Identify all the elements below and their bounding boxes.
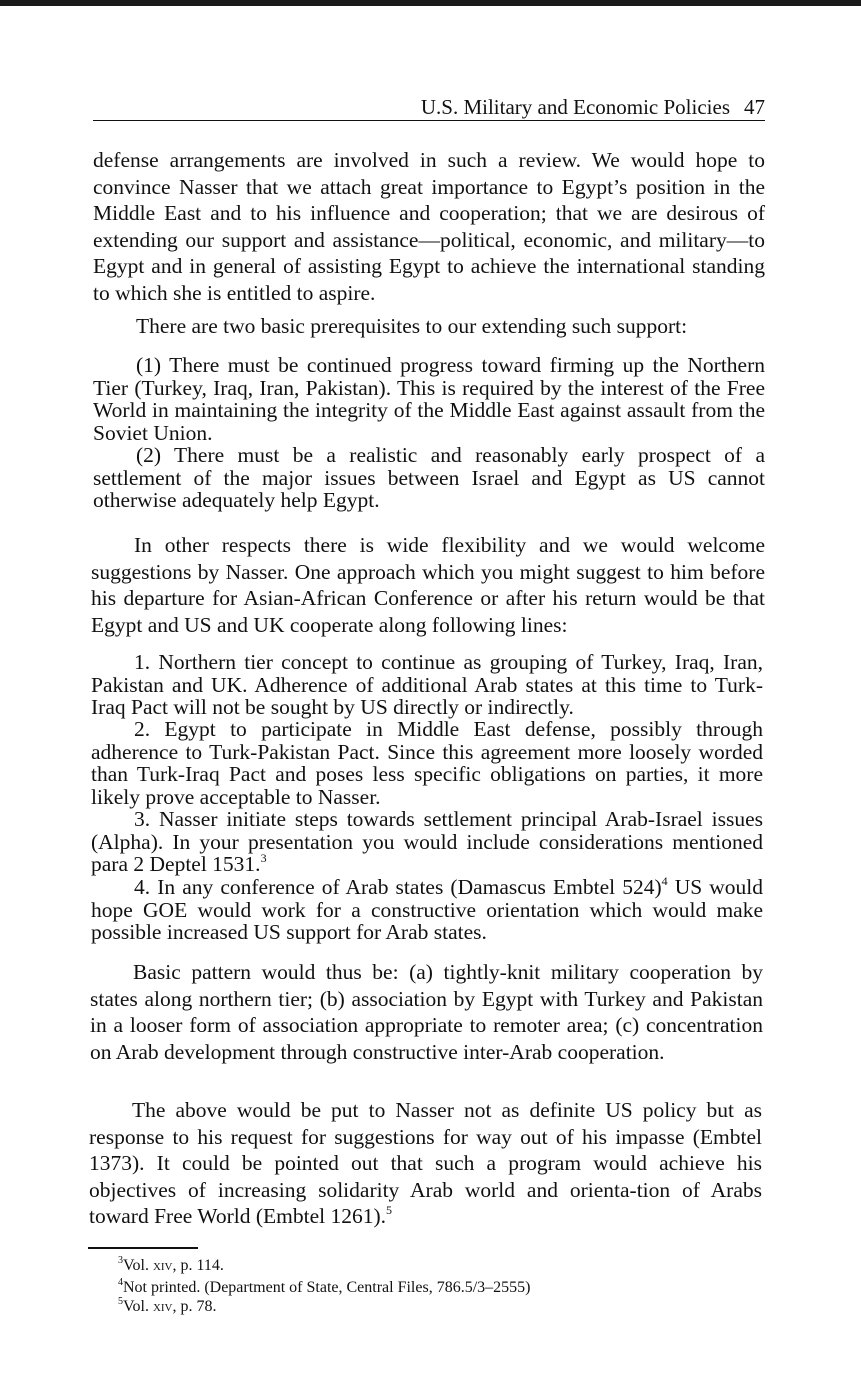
footnote-ref-3: 3	[260, 851, 267, 866]
running-header	[93, 94, 765, 121]
paragraph-4: Basic pattern would thus be: (a) tightly-knit military cooperation by states along northern tier; (b) association by Egypt with Turkey and Pakistan in a looser form of association appropriate to remoter area; (c) concentration on Arab development through constructive inter-Arab cooperation.	[90, 960, 763, 1064]
page-number: 47	[744, 95, 765, 119]
footnote-3-text-a: Vol.	[123, 1257, 153, 1274]
footnote-3-number: 3	[118, 1255, 123, 1266]
footnote-5	[118, 1297, 217, 1317]
footnote-rule	[88, 1247, 198, 1249]
paragraph-1: defense arrangements are involved in such a review. We would hope to convince Nasser that we attach great importance to Egypt’s position in the Middle East and to his influence and cooperation; that we are desirous of extending our support and assistance—political, economic, and military—to Egypt and in general of assisting Egypt to achieve the international standing to which she is entitled to aspire.	[93, 148, 765, 305]
running-header-title: U.S. Military and Economic Policies	[420, 95, 730, 119]
list-item-4-text-b: US would hope GOE would work for a constructive orientation which would make possible increased US support for Arab states.	[91, 875, 764, 945]
footnote-5-text-a: Vol.	[123, 1298, 153, 1315]
list-item-2: 2. Egypt to participate in Middle East defense, possibly through adherence to Turk-Pakistan Pact. Since this agreement more loosely worded than Turk-Iraq Pact and poses less specific obligations on parties, it more likely prove acceptable to Nasser.	[91, 717, 763, 809]
list-item-4	[91, 876, 763, 944]
prerequisite-2: (2) There must be a realistic and reasonably early prospect of a settlement of the major issues between Israel and Egypt as US cannot otherwise adequately help Egypt.	[93, 443, 765, 513]
footnote-ref-4: 4	[661, 874, 668, 888]
paragraph-5	[89, 1097, 762, 1230]
list-item-4-text-a: 4. In any conference of Arab states (Damascus Embtel 524)	[134, 875, 662, 899]
list-item-1: 1. Northern tier concept to continue as grouping of Turkey, Iraq, Iran, Pakistan and UK. Adherence of additional Arab states at this time to Turk-Iraq Pact will not be sought by US directly or indirectly.	[91, 650, 763, 720]
footnote-4	[118, 1278, 530, 1298]
footnote-4-number: 4	[118, 1277, 123, 1288]
page-top-edge	[0, 0, 861, 6]
paragraph-3: In other respects there is wide flexibility and we would welcome suggestions by Nasser. One approach which you might suggest to him before his departure for Asian-African Conference or after his return would be that Egypt and US and UK cooperate along following lines:	[91, 533, 765, 637]
list-item-3-text: 3. Nasser initiate steps towards settlement principal Arab-Israel issues (Alpha). In your presentation you would include considerations mentioned para 2 Deptel 1531.	[91, 807, 763, 877]
footnote-4-text: Not printed. (Department of State, Central Files, 786.5/3–2555)	[123, 1279, 531, 1296]
prerequisite-1: (1) There must be continued progress toward firming up the Northern Tier (Turkey, Iraq, Iran, Pakistan). This is required by the interest of the Free World in maintaining the integrity of the Middle East against assault from the Soviet Union.	[93, 353, 765, 445]
footnote-5-text-b: , p. 78.	[172, 1298, 217, 1315]
footnote-3	[118, 1256, 224, 1276]
footnote-3-volume: xiv	[152, 1257, 173, 1274]
paragraph-2: There are two basic prerequisites to our extending such support:	[136, 314, 688, 338]
list-item-3	[91, 808, 763, 876]
footnote-ref-5: 5	[386, 1203, 393, 1218]
footnote-3-text-b: , p. 114.	[172, 1257, 224, 1274]
footnote-5-number: 5	[118, 1296, 123, 1307]
footnote-5-volume: xiv	[152, 1298, 173, 1315]
paragraph-5-text: The above would be put to Nasser not as definite US policy but as response to his request for suggestions for way out of his impasse (Embtel 1373). It could be pointed out that such a program would achieve his objectives of increasing solidarity Arab world and orienta-tion of Arabs toward Free World (Embtel 1261).	[89, 1098, 762, 1229]
